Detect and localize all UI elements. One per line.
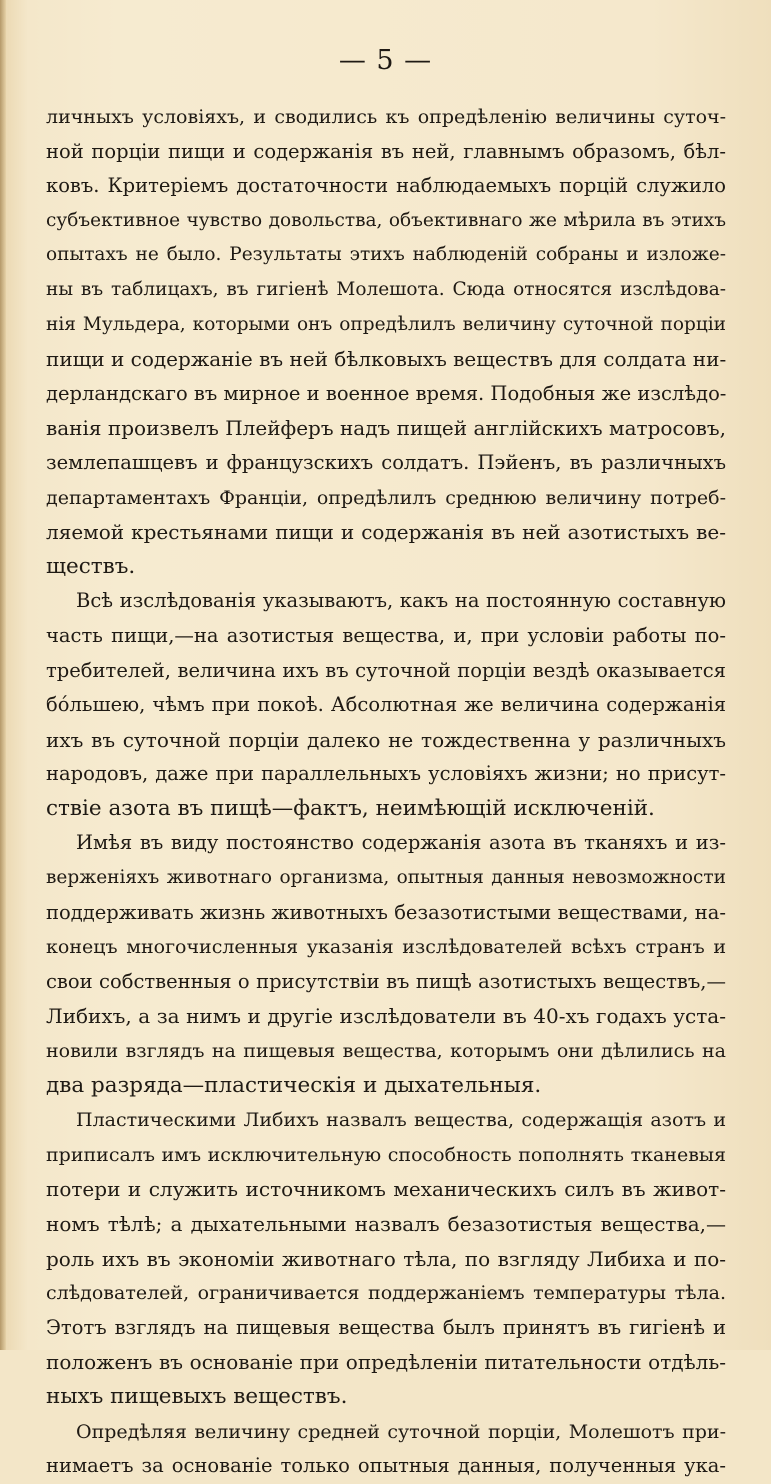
- text-line: нимаетъ за основаніе только опытныя данныя, полученныя ука-: [46, 1454, 726, 1478]
- text-line: народовъ, даже при параллельныхъ условіяхъ жизни; но присут-: [46, 762, 726, 786]
- text-line: пищи и содержаніе въ ней бѣлковыхъ веществъ для солдата ни-: [46, 347, 726, 372]
- text-line: Пластическими Либихъ назвалъ вещества, содержащія азотъ и: [76, 1109, 726, 1132]
- text-line: положенъ въ основаніе при опредѣленіи питательности отдѣль-: [46, 1350, 726, 1375]
- text-line: ныхъ пищевыхъ веществъ.: [46, 1383, 348, 1409]
- text-line: приписалъ имъ исключительную способность пополнять тканевыя: [46, 1143, 726, 1166]
- text-line: слѣдователей, ограничивается поддержаніемъ температуры тѣла.: [46, 1282, 726, 1305]
- text-line: новили взглядъ на пищевыя вещества, которымъ они дѣлились на: [46, 1040, 726, 1063]
- text-line: личныхъ условіяхъ, и сводились къ опредѣленію величины суточ-: [46, 106, 726, 128]
- text-line: два разряда—пластическія и дыхательныя.: [46, 1072, 542, 1098]
- text-line: бóльшею, чѣмъ при покоѣ. Абсолютная же величина содержанія: [46, 693, 726, 717]
- text-line: конецъ многочисленныя указанія изслѣдователей всѣхъ странъ и: [46, 936, 726, 959]
- text-line: нія Мульдера, которыми онъ опредѣлилъ величину суточной порціи: [46, 313, 726, 335]
- text-line: ной порціи пищи и содержанія въ ней, главнымъ образомъ, бѣл-: [46, 139, 726, 163]
- page-gutter-edge: [0, 0, 6, 1350]
- text-line: Либихъ, а за нимъ и другіе изслѣдователи въ 40-хъ годахъ уста-: [46, 1004, 726, 1029]
- text-line: ихъ въ суточной порціи далеко не тождественна у различныхъ: [46, 727, 726, 752]
- text-line: ны въ таблицахъ, въ гигіенѣ Молешота. Сюда относятся изслѣдова-: [46, 278, 726, 300]
- text-line: номъ тѣлѣ; а дыхательными назвалъ безазотистыя вещества,—: [46, 1212, 726, 1236]
- text-line: опытахъ не было. Результаты этихъ наблюденій собраны и изложе-: [46, 244, 726, 266]
- text-line: Этотъ взглядъ на пищевыя вещества былъ принятъ въ гигіенѣ и: [46, 1315, 726, 1339]
- text-line: свои собственныя о присутствіи въ пищѣ азотистыхъ веществъ,—: [46, 969, 726, 993]
- text-line: ствіе азота въ пищѣ—фактъ, неимѣющій исключеній.: [46, 795, 655, 821]
- text-line: требителей, величина ихъ въ суточной порціи вездѣ оказывается: [46, 658, 726, 682]
- text-line: Имѣя въ виду постоянство содержанія азота въ тканяхъ и из-: [76, 831, 726, 855]
- text-line: ществъ.: [46, 553, 136, 579]
- text-line: субъективное чувство довольства, объективнаго же мѣрила въ этихъ: [46, 209, 726, 231]
- text-line: Всѣ изслѣдованія указываютъ, какъ на постоянную составную: [76, 589, 726, 613]
- text-line: дерландскаго въ мирное и военное время. Подобныя же изслѣдо-: [46, 381, 726, 405]
- text-line: департаментахъ Франціи, опредѣлилъ среднюю величину потреб-: [46, 486, 726, 509]
- page-number: — 5 —: [338, 45, 433, 76]
- text-line: верженіяхъ животнаго организма, опытныя данныя невозможности: [46, 867, 726, 889]
- text-line: ванія произвелъ Плейферъ надъ пищей англійскихъ матросовъ,: [46, 416, 726, 441]
- text-line: роль ихъ въ экономіи животнаго тѣла, по взгляду Либиха и по-: [46, 1246, 726, 1271]
- text-line: землепашцевъ и французскихъ солдатъ. Пэйенъ, въ различныхъ: [46, 450, 726, 474]
- text-line: потери и служить источникомъ механическихъ силъ въ живот-: [46, 1177, 726, 1202]
- text-line: ляемой крестьянами пищи и содержанія въ ней азотистыхъ ве-: [46, 520, 726, 545]
- body-text: [46, 100, 726, 1484]
- text-line: ковъ. Критеріемъ достаточности наблюдаемыхъ порцій служило: [46, 174, 726, 198]
- text-line: Опредѣляя величину средней суточной порціи, Молешотъ при-: [76, 1420, 726, 1443]
- text-line: поддерживать жизнь животныхъ безазотистыми веществами, на-: [46, 900, 726, 924]
- text-line: часть пищи,—на азотистыя вещества, и, при условіи работы по-: [46, 623, 726, 647]
